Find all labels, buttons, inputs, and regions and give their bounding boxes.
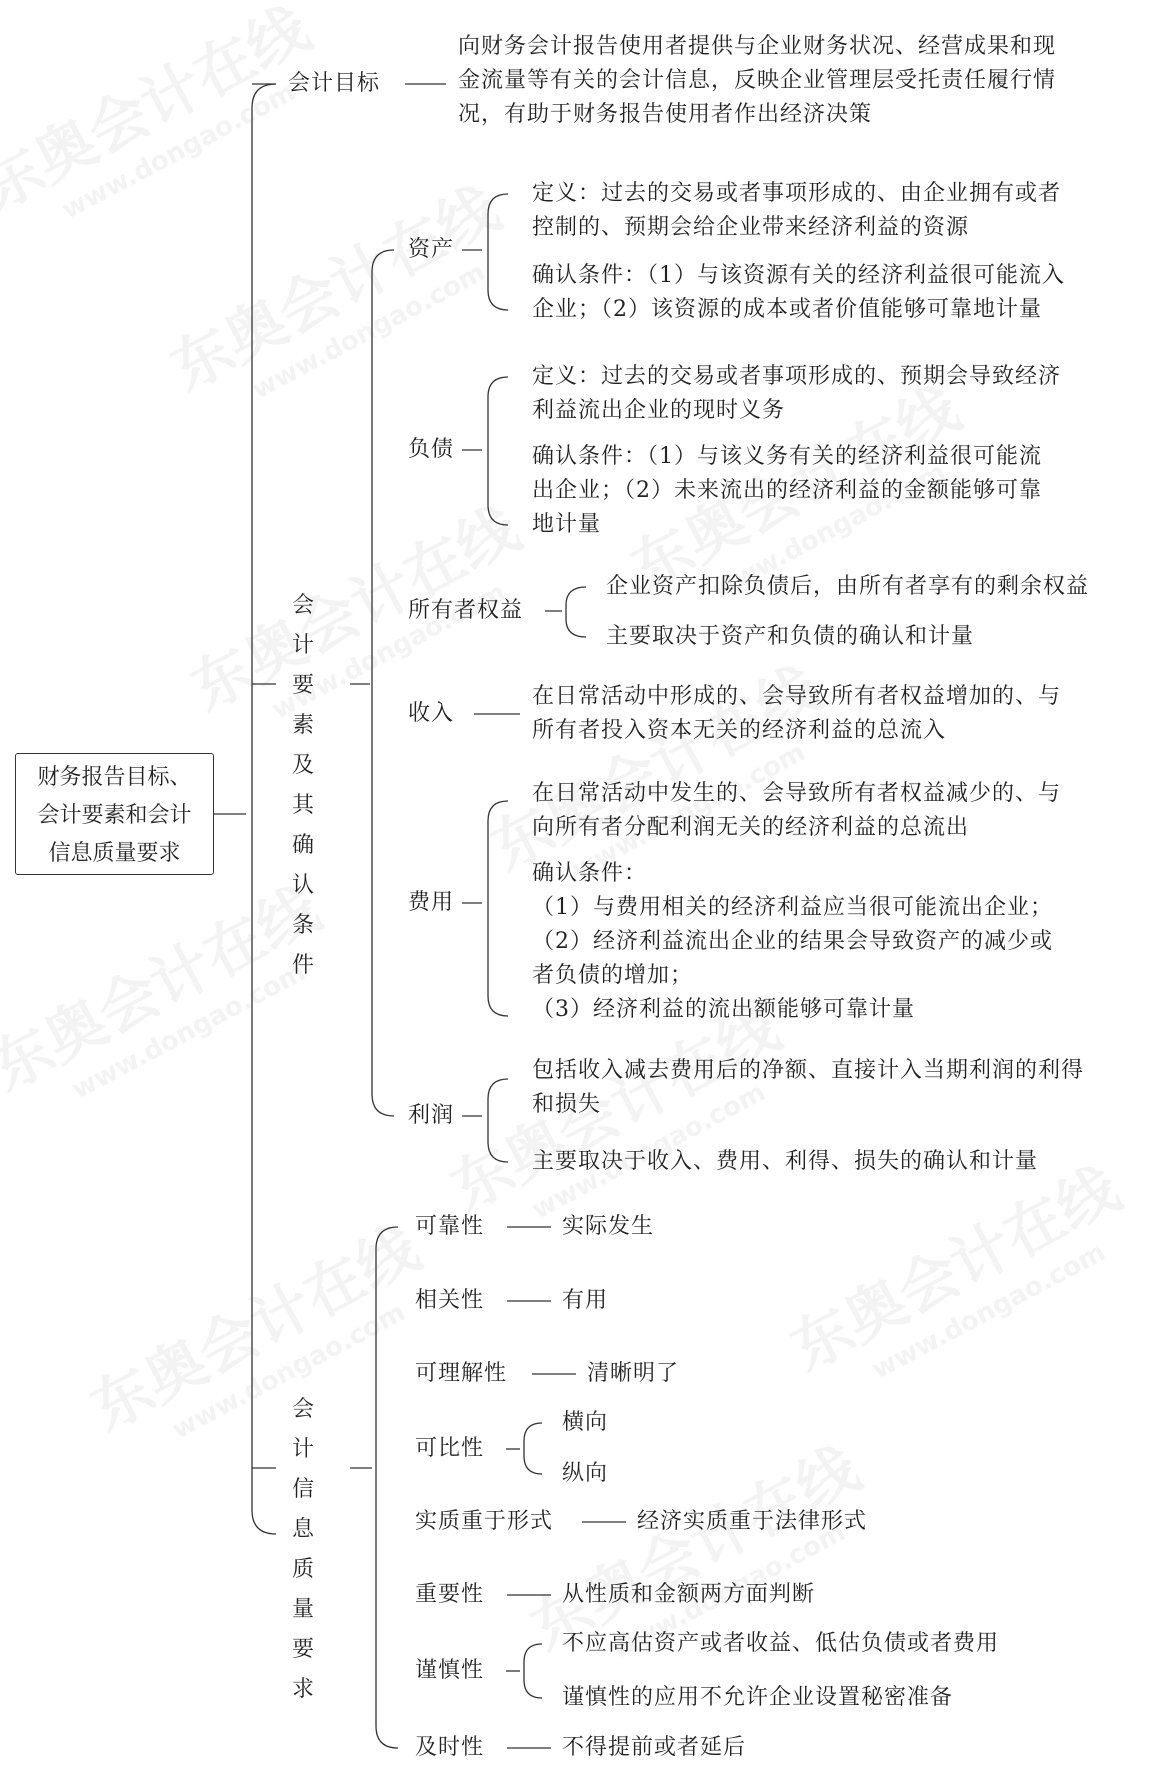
liability-cond-line: 地计量: [532, 512, 602, 537]
main-bracket: [252, 84, 276, 1534]
comparability-bracket: [524, 1423, 542, 1474]
prudence-bracket: [524, 1644, 542, 1698]
goal-line: 向财务会计报告使用者提供与企业财务状况、经营成果和现: [458, 34, 1057, 59]
comparability-item: 纵向: [562, 1461, 609, 1486]
goal-line: 金流量等有关的会计信息，反映企业管理层受托责任履行情: [458, 68, 1057, 93]
quality-label-char: 会计: [291, 1397, 314, 1462]
prudence-item: 谨慎性的应用不允许企业设置秘密准备: [562, 1685, 954, 1710]
elements-label-char: 及其: [291, 753, 314, 818]
equity-item: 企业资产扣除负债后，由所有者享有的剩余权益: [606, 574, 1090, 599]
quality-label: [288, 1390, 318, 1710]
asset-definition: [532, 177, 1061, 245]
relevance-label: 相关性: [415, 1288, 485, 1313]
liability-cond-line: 确认条件：（1）与该义务有关的经济利益很可能流: [532, 444, 1042, 469]
quality-label-char: 信息: [291, 1477, 314, 1542]
comparability-item: 横向: [562, 1410, 609, 1435]
expense-def-line: 向所有者分配利润无关的经济利益的总流出: [532, 815, 970, 840]
liability-definition: [532, 360, 1061, 428]
expense-label: 费用: [408, 890, 455, 915]
expense-cond-line: 者负债的增加；: [532, 963, 694, 988]
asset-cond-line: 企业；（2）该资源的成本或者价值能够可靠地计量: [532, 297, 1042, 322]
asset-conditions: [532, 259, 1065, 327]
substance-label: 实质重于形式: [415, 1509, 554, 1534]
profit-item: [532, 1054, 1084, 1122]
revenue-line: 在日常活动中形成的、会导致所有者权益增加的、与: [532, 684, 1062, 709]
root-node: [15, 753, 214, 875]
liability-conditions: [532, 440, 1042, 542]
revenue-line: 所有者投入资本无关的经济利益的总流入: [532, 718, 947, 743]
root-line: 会计要素和会计: [37, 803, 192, 828]
comparability-label: 可比性: [415, 1436, 485, 1461]
expense-bracket: [488, 801, 508, 1016]
prudence-item: 不应高估资产或者收益、低估负债或者费用: [562, 1631, 1000, 1656]
quality-bracket: [376, 1227, 398, 1748]
reliability-label: 可靠性: [415, 1214, 485, 1239]
materiality-text: 从性质和金额两方面判断: [562, 1582, 816, 1607]
liability-def-line: 定义：过去的交易或者事项形成的、预期会导致经济: [532, 364, 1062, 389]
asset-label: 资产: [408, 237, 455, 262]
equity-label: 所有者权益: [408, 598, 524, 623]
expense-conditions: [532, 857, 1053, 1027]
quality-label-char: 质量: [291, 1557, 314, 1622]
profit-bracket: [488, 1079, 508, 1162]
profit-label: 利润: [408, 1103, 455, 1128]
asset-bracket: [488, 194, 508, 310]
profit-line: 包括收入减去费用后的净额、直接计入当期利润的利得: [532, 1058, 1085, 1083]
liability-cond-line: 出企业；（2）未来流出的经济利益的金额能够可靠: [532, 478, 1042, 503]
expense-cond-line: （2）经济利益流出企业的结果会导致资产的减少或: [532, 929, 1053, 954]
quality-label-char: 要求: [291, 1637, 314, 1702]
expense-cond-line: （1）与费用相关的经济利益应当很可能流出企业；: [532, 895, 1053, 920]
asset-def-line: 定义：过去的交易或者事项形成的、由企业拥有或者: [532, 181, 1062, 206]
revenue-label: 收入: [408, 701, 455, 726]
reliability-text: 实际发生: [562, 1214, 655, 1239]
equity-item: 主要取决于资产和负债的确认和计量: [606, 624, 975, 649]
goal-line: 况，有助于财务报告使用者作出经济决策: [458, 102, 873, 127]
revenue-text: [532, 680, 1061, 748]
root-line: 信息质量要求: [48, 841, 181, 866]
goal-text: [458, 30, 1056, 132]
relevance-text: 有用: [562, 1288, 609, 1313]
asset-cond-line: 确认条件：（1）与该资源有关的经济利益很可能流入: [532, 263, 1065, 288]
expense-cond-line: 确认条件：: [532, 861, 648, 886]
root-line: 财务报告目标、: [37, 765, 192, 790]
prudence-label: 谨慎性: [415, 1658, 485, 1683]
profit-item: 主要取决于收入、费用、利得、损失的确认和计量: [532, 1149, 1039, 1174]
timeliness-text: 不得提前或者延后: [562, 1735, 747, 1760]
elements-bracket: [372, 250, 394, 1116]
expense-def-line: 在日常活动中发生的、会导致所有者权益减少的、与: [532, 781, 1062, 806]
liability-def-line: 利益流出企业的现时义务: [532, 398, 786, 423]
expense-cond-line: （3）经济利益的流出额能够可靠计量: [532, 997, 915, 1022]
goal-label: 会计目标: [288, 71, 381, 96]
elements-label: [288, 586, 318, 986]
liability-label: 负债: [408, 437, 455, 462]
understandability-text: 清晰明了: [587, 1361, 680, 1386]
elements-label-char: 条件: [291, 913, 314, 978]
asset-def-line: 控制的、预期会给企业带来经济利益的资源: [532, 215, 970, 240]
timeliness-label: 及时性: [415, 1735, 485, 1760]
elements-label-char: 确认: [291, 833, 314, 898]
elements-label-char: 会计: [291, 593, 314, 658]
equity-bracket: [566, 587, 586, 637]
elements-label-char: 要素: [291, 673, 314, 738]
liability-bracket: [488, 377, 508, 525]
materiality-label: 重要性: [415, 1582, 485, 1607]
substance-text: 经济实质重于法律形式: [637, 1509, 868, 1534]
understandability-label: 可理解性: [415, 1361, 508, 1386]
expense-definition: [532, 777, 1061, 845]
profit-line: 和损失: [532, 1092, 602, 1117]
